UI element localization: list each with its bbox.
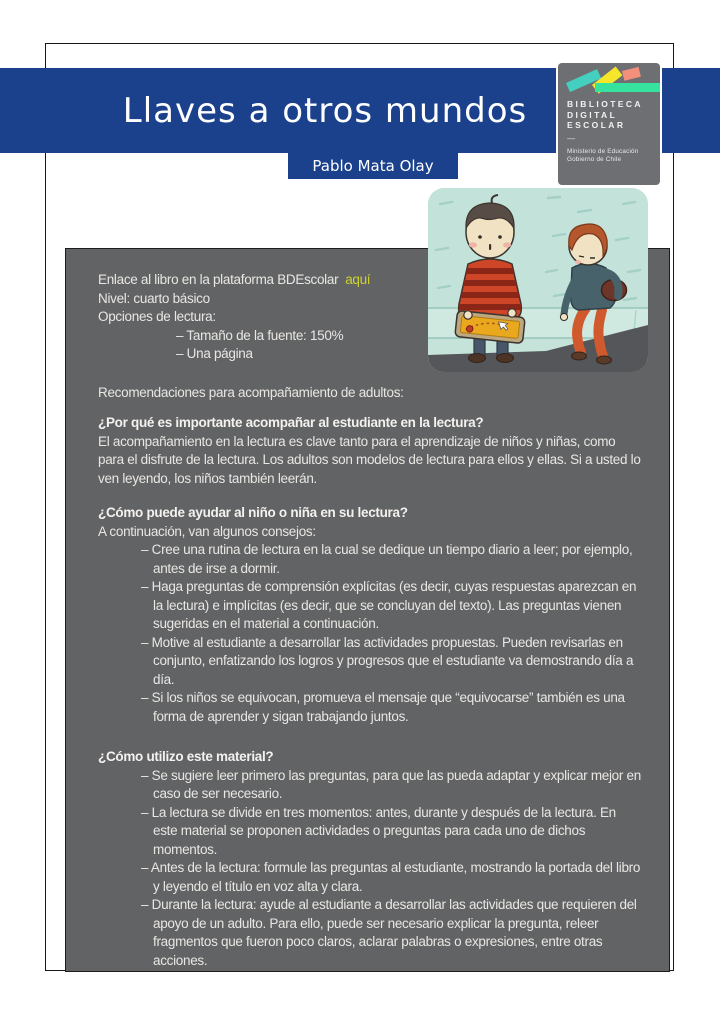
bde-logo bbox=[558, 63, 660, 185]
author-bar bbox=[288, 152, 458, 179]
section1-body: El acompañamiento en la lectura es clave tanto para el aprendizaje de niños y niñas, como para el disfrute de la lectura. Los adultos son modelos de lectura para ellos y ellas. Si a usted lo ven leyendo, los niños también leerán. bbox=[98, 433, 641, 486]
logo-line-escolar: ESCOLAR bbox=[567, 120, 626, 130]
bullet-item: – La lectura se divide en tres momentos: antes, durante y después de la lectura. En este material se proponen actividades o preguntas para cada uno de dichos momentos. bbox=[141, 804, 616, 857]
bullet-item: – Se sugiere leer primero las preguntas, para que las pueda adaptar y explicar mejor en caso de ser necesario. bbox=[141, 767, 641, 801]
bullet-item: – Cree una rutina de lectura en la cual se dedique un tiempo diario a leer; por ejemplo, antes de irse a dormir. bbox=[141, 542, 633, 576]
bullet-item: – Haga preguntas de comprensión explícitas (es decir, cuyas respuestas aparezcan en la lectura) e implícitas (es decir, que se concluyan del texto). Las preguntas vienen sugeridas en el material a continuación. bbox=[141, 579, 637, 631]
option-item: – Tamaño de la fuente: 150% bbox=[176, 327, 344, 343]
level-line: Nivel: cuarto básico bbox=[98, 290, 210, 306]
section2-bullets bbox=[141, 541, 641, 726]
logo-government: Gobierno de Chile bbox=[567, 156, 622, 164]
logo-ministry: Ministerio de Educación bbox=[567, 147, 639, 155]
section3-heading: ¿Cómo utilizo este material? bbox=[98, 749, 274, 764]
bullet-item: – Motive al estudiante a desarrollar las actividades propuestas. Pueden revisarlas en conjunto, enfatizando los logros y progresos que el estudiante va demostrando día a día. bbox=[141, 634, 634, 687]
author-name: Pablo Mata Olay bbox=[312, 156, 434, 175]
bullet-item: – Antes de la lectura: formule las preguntas al estudiante, mostrando la portada del libro y leyendo el título en voz alta y clara. bbox=[141, 860, 641, 894]
bullet-item: – Durante la lectura: ayude al estudiante a desarrollar las actividades que requieren del apoyo de un adulto. Para ello, puede ser necesario explicar la pregunta, releer fragmentos que fueron poco claros, aclarar palabras o expresiones, entre otras acciones. bbox=[141, 897, 637, 968]
section3-bullets bbox=[141, 767, 641, 971]
recommendations-line: Recomendaciones para acompañamiento de adultos: bbox=[98, 384, 404, 400]
logo-line-biblioteca: BIBLIOTECA bbox=[567, 99, 643, 109]
logo-pencil-shapes-icon bbox=[558, 63, 660, 97]
logo-line-digital: DIGITAL bbox=[567, 109, 618, 120]
option-item: – Una página bbox=[176, 346, 253, 361]
children-reading-illustration bbox=[428, 188, 648, 372]
link-line-text: Enlace al libro en la plataforma BDEscolar bbox=[98, 272, 339, 287]
page-title: Llaves a otros mundos bbox=[122, 90, 528, 131]
logo-text bbox=[567, 99, 643, 164]
options-heading: Opciones de lectura: bbox=[98, 309, 216, 324]
bullet-item: – Si los niños se equivocan, promueva el mensaje que “equivocarse” también es una forma de aprender y sigan trabajando juntos. bbox=[141, 690, 625, 724]
section2-heading: ¿Cómo puede ayudar al niño o niña en su lectura? bbox=[98, 505, 408, 520]
aqui-link[interactable]: aquí bbox=[345, 272, 371, 287]
section1-heading: ¿Por qué es importante acompañar al estudiante en la lectura? bbox=[98, 415, 484, 430]
section2-intro: A continuación, van algunos consejos: bbox=[98, 523, 316, 539]
logo-dash: — bbox=[567, 133, 575, 143]
children-reading-illustration-svg bbox=[428, 188, 648, 372]
